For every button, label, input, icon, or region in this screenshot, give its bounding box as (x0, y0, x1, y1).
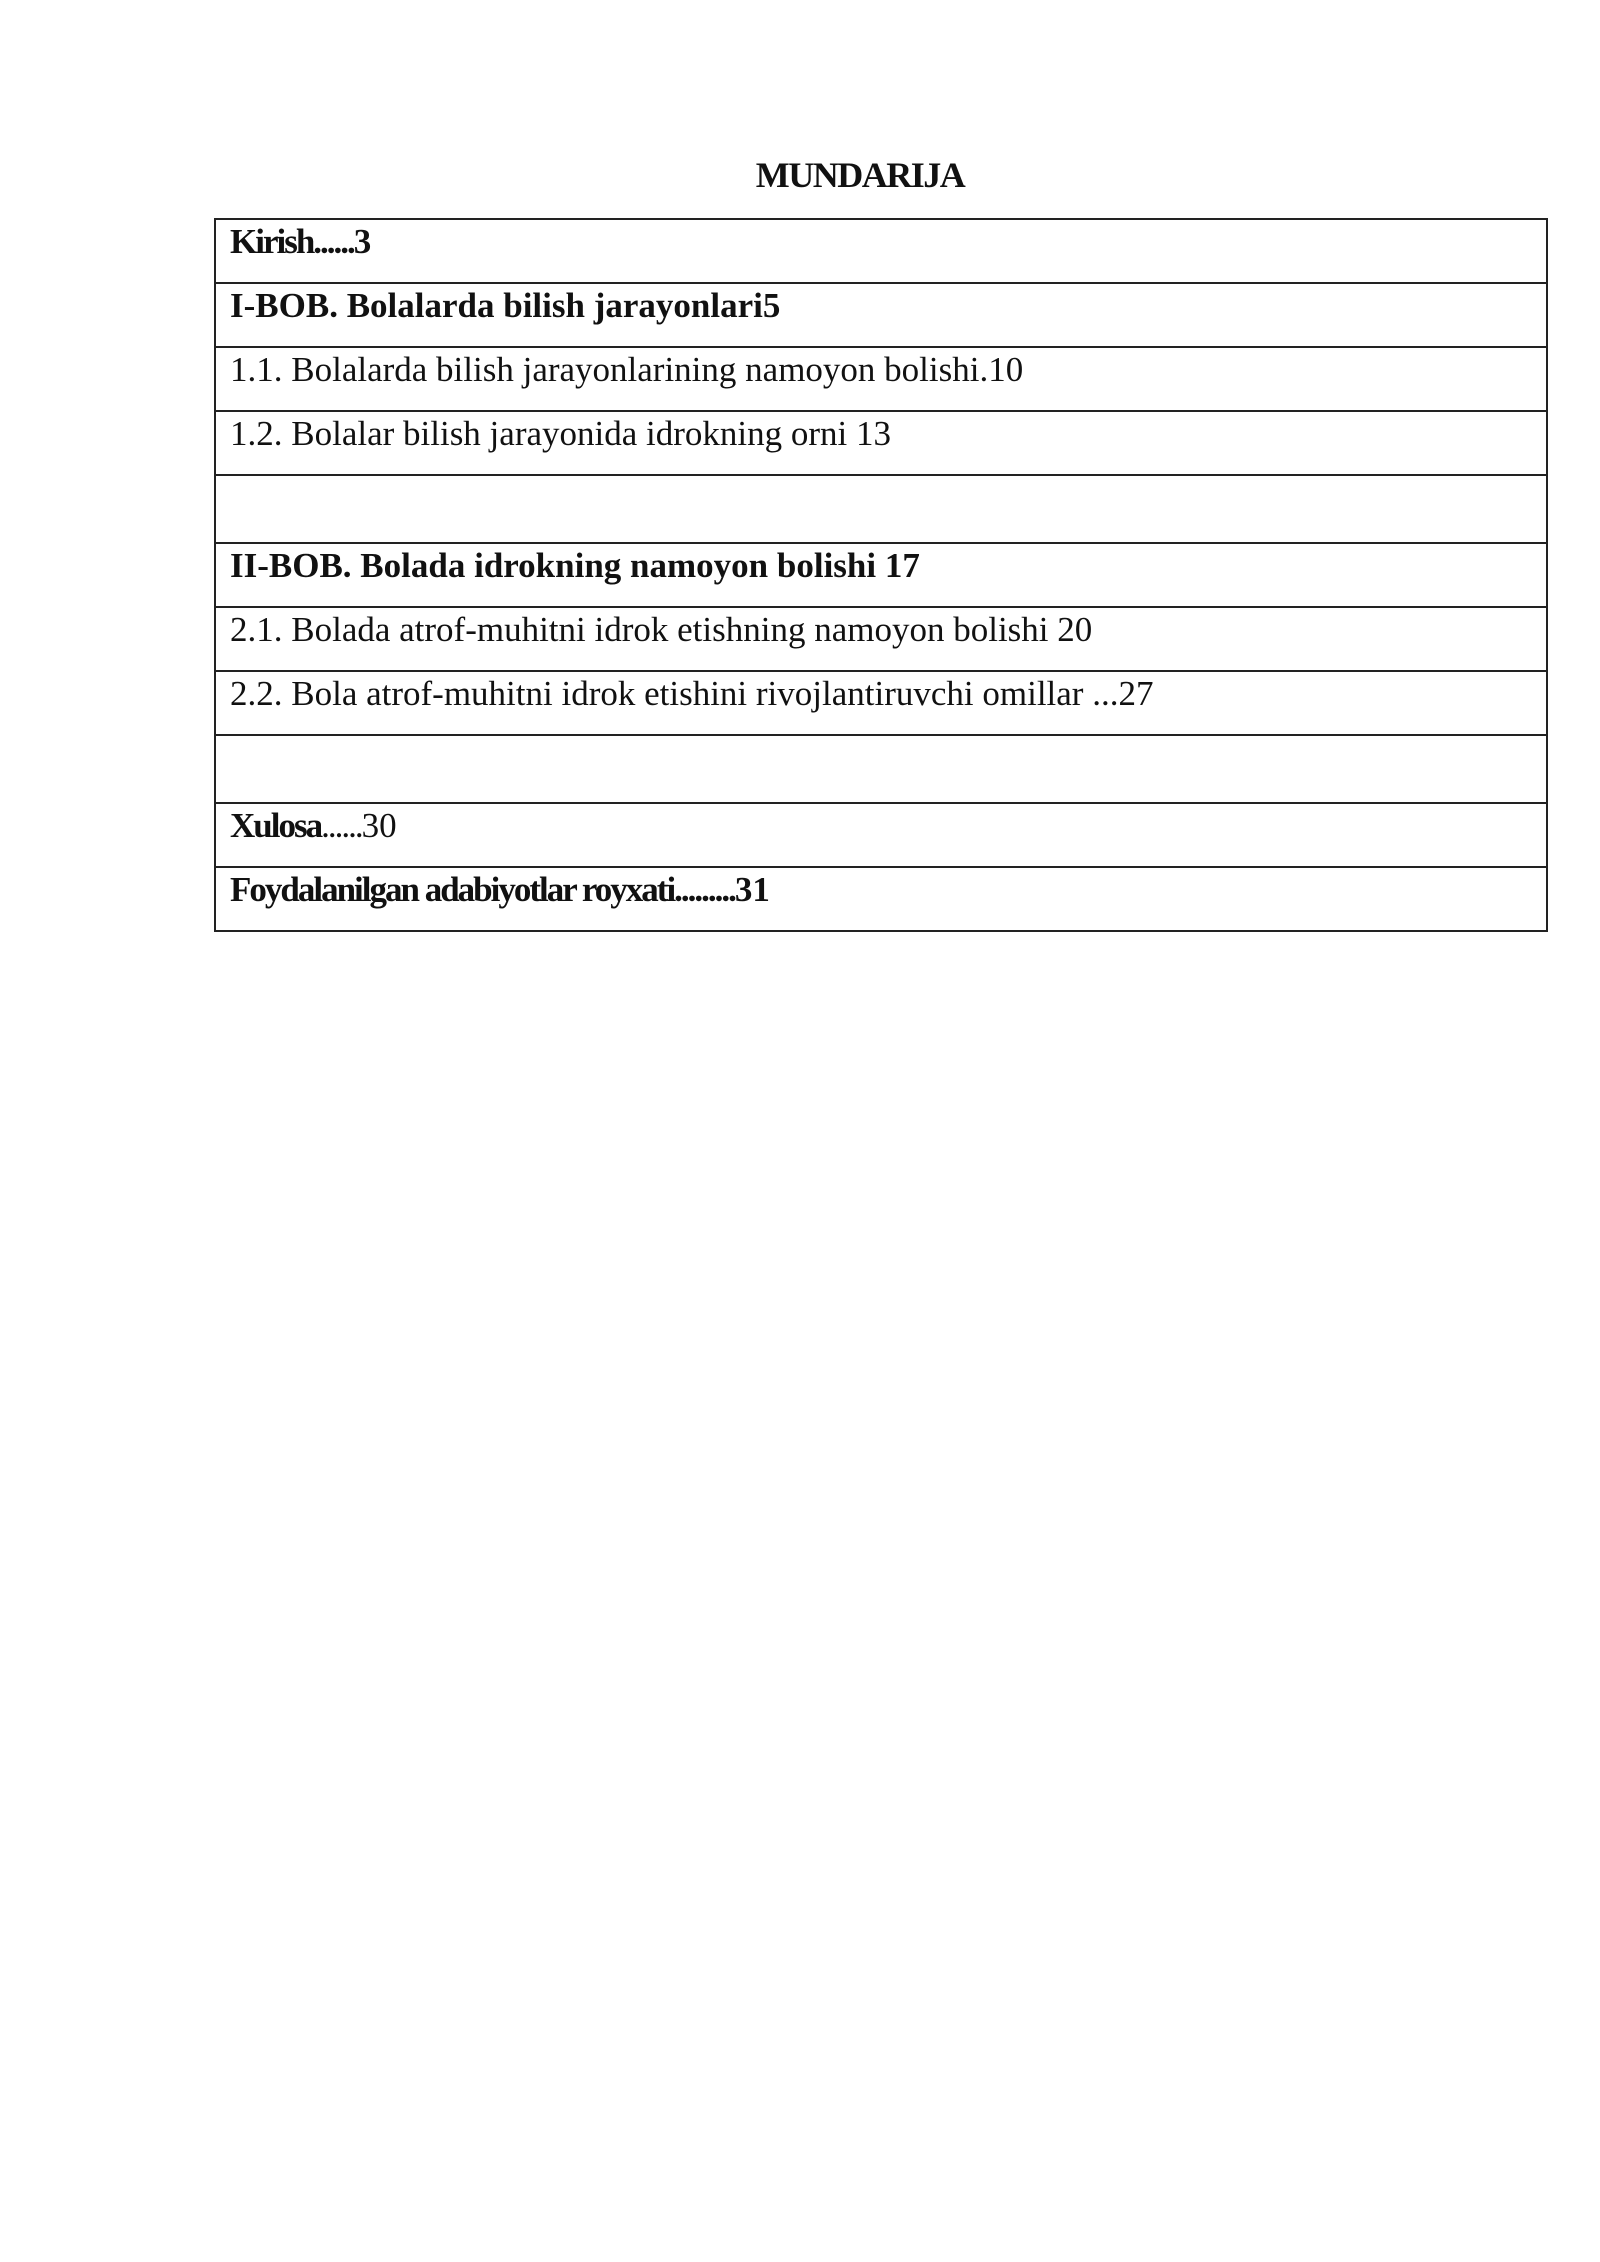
toc-entry-text: 2.2. Bola atrof-muhitni idrok etishini rivojlantiruvchi omillar ...27 (230, 674, 1154, 713)
toc-entry-text: 1.2. Bolalar bilish jarayonida idrokning orni 13 (230, 414, 892, 453)
toc-entry-section-2-2 (215, 671, 1547, 735)
toc-entry-text: II-BOB. Bolada idrokning namoyon bolishi 17 (230, 546, 920, 585)
toc-row-chapter-2 (215, 543, 1547, 607)
toc-row-section-1-1 (215, 347, 1547, 411)
toc-row-section-2-2 (215, 671, 1547, 735)
toc-entry-label: Foydalanilgan adabiyotlar royxati......... (230, 870, 735, 909)
toc-entry-label: Kirish...... (230, 222, 354, 261)
toc-entry-section-2-1 (215, 607, 1547, 671)
toc-entry-label: Xulosa (230, 806, 322, 845)
toc-entry-kirish (215, 219, 1547, 283)
toc-row-xulosa (215, 803, 1547, 867)
toc-entry-page: 31 (734, 870, 770, 909)
toc-row-empty (215, 475, 1547, 543)
toc-entry-section-1-1 (215, 347, 1547, 411)
toc-entry-section-1-2 (215, 411, 1547, 475)
toc-entry-xulosa (215, 803, 1547, 867)
toc-empty-cell (215, 735, 1547, 803)
toc-entry-label: I-BOB. Bolalarda bilish jarayonlari (230, 286, 763, 325)
toc-entry-page: 3 (353, 222, 372, 261)
toc-entry-chapter-1 (215, 283, 1547, 347)
toc-entry-dots: ...... (321, 806, 362, 845)
toc-row-section-1-2 (215, 411, 1547, 475)
toc-empty-cell (215, 475, 1547, 543)
toc-entry-page: 5 (762, 286, 781, 325)
toc-entry-text: 2.1. Bolada atrof-muhitni idrok etishning namoyon bolishi 20 (230, 610, 1093, 649)
toc-row-section-2-1 (215, 607, 1547, 671)
toc-row-adabiyotlar (215, 867, 1547, 931)
toc-row-empty (215, 735, 1547, 803)
table-of-contents (214, 218, 1548, 932)
toc-row-kirish (215, 219, 1547, 283)
toc-row-chapter-1 (215, 283, 1547, 347)
page-title: MUNDARIJA (755, 155, 965, 195)
toc-entry-page: 30 (361, 806, 397, 845)
toc-entry-chapter-2 (215, 543, 1547, 607)
toc-entry-adabiyotlar (215, 867, 1547, 931)
toc-entry-text: 1.1. Bolalarda bilish jarayonlarining namoyon bolishi.10 (230, 350, 1024, 389)
